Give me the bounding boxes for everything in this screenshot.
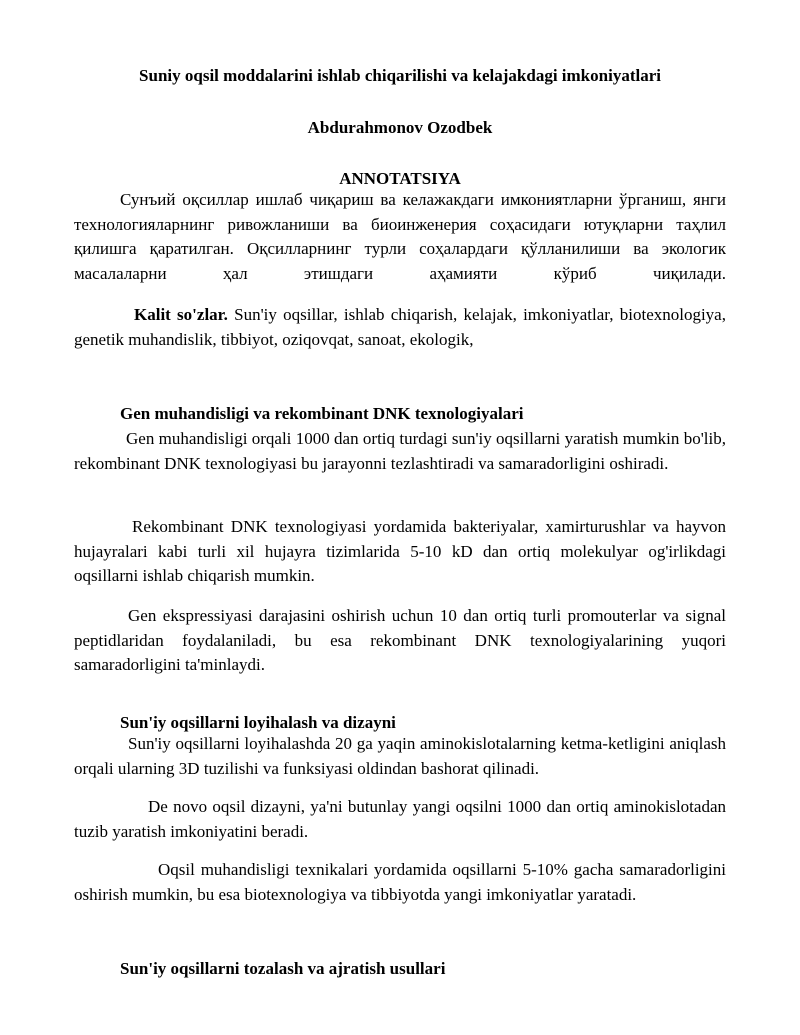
author-name: Abdurahmonov Ozodbek	[307, 118, 493, 137]
section-paragraph: Gen ekspressiyasi darajasini oshirish uchun 10 dan ortiq turli promouterlar va signal peptidlaridan foydalaniladi, bu esa rekombinant DNK texnologiyalarining yuqori samaradorligini ta'minlaydi.	[74, 606, 726, 674]
annotation-paragraph: Сунъий оқсиллар ишлаб чиқариш ва келажакдаги имкониятларни ўрганиш, янги технологияларнинг ривожланиши ва биоинженерия соҳасидаги ютуқларни таҳлил қилишга қаратилган. Оқсилларнинг турли соҳалардаги қўлланилиши ва экологик масалаларни ҳал этишдаги аҳамияти кўриб чиқилади.	[74, 190, 726, 283]
keywords-paragraph	[74, 303, 726, 352]
section-paragraph: Oqsil muhandisligi texnikalari yordamida oqsillarni 5-10% gacha samaradorligini oshirish mumkin, bu esa biotexnologiya va tibbiyotda yangi imkoniyatlar yaratadi.	[74, 860, 726, 904]
section-heading-gene-engineering: Gen muhandisligi va rekombinant DNK texnologiyalari	[120, 404, 524, 423]
keywords-text: Sun'iy oqsillar, ishlab chiqarish, kelajak, imkoniyatlar, biotexnologiya, genetik muhandislik, tibbiyot, oziqovqat, sanoat, ekologik,	[74, 305, 726, 349]
annotation-heading: ANNOTATSIYA	[339, 169, 461, 188]
section-paragraph: Rekombinant DNK texnologiyasi yordamida bakteriyalar, xamirturushlar va hayvon hujayralari kabi turli xil hujayra tizimlarida 5-10 kD dan ortiq molekulyar og'irlikdagi oqsillarni ishlab chiqarish mumkin.	[74, 517, 726, 585]
section-paragraph: Sun'iy oqsillarni loyihalashda 20 ga yaqin aminokislotalarning ketma-ketligini aniqlash orqali ularning 3D tuzilishi va funksiyasi oldindan bashorat qilinadi.	[74, 734, 726, 778]
section-heading-purification: Sun'iy oqsillarni tozalash va ajratish usullari	[120, 959, 446, 978]
section-paragraph: De novo oqsil dizayni, ya'ni butunlay yangi oqsilni 1000 dan ortiq aminokislotadan tuzib yaratish imkoniyatini beradi.	[74, 797, 726, 841]
section-heading-protein-design: Sun'iy oqsillarni loyihalash va dizayni	[120, 713, 396, 732]
document-title: Suniy oqsil moddalarini ishlab chiqarilishi va kelajakdagi imkoniyatlari	[139, 66, 661, 85]
section-paragraph: Gen muhandisligi orqali 1000 dan ortiq turdagi sun'iy oqsillarni yaratish mumkin bo'lib, rekombinant DNK texnologiyasi bu jarayonni tezlashtiradi va samaradorligini oshiradi.	[74, 429, 726, 473]
keywords-label: Kalit so'zlar.	[134, 305, 228, 324]
